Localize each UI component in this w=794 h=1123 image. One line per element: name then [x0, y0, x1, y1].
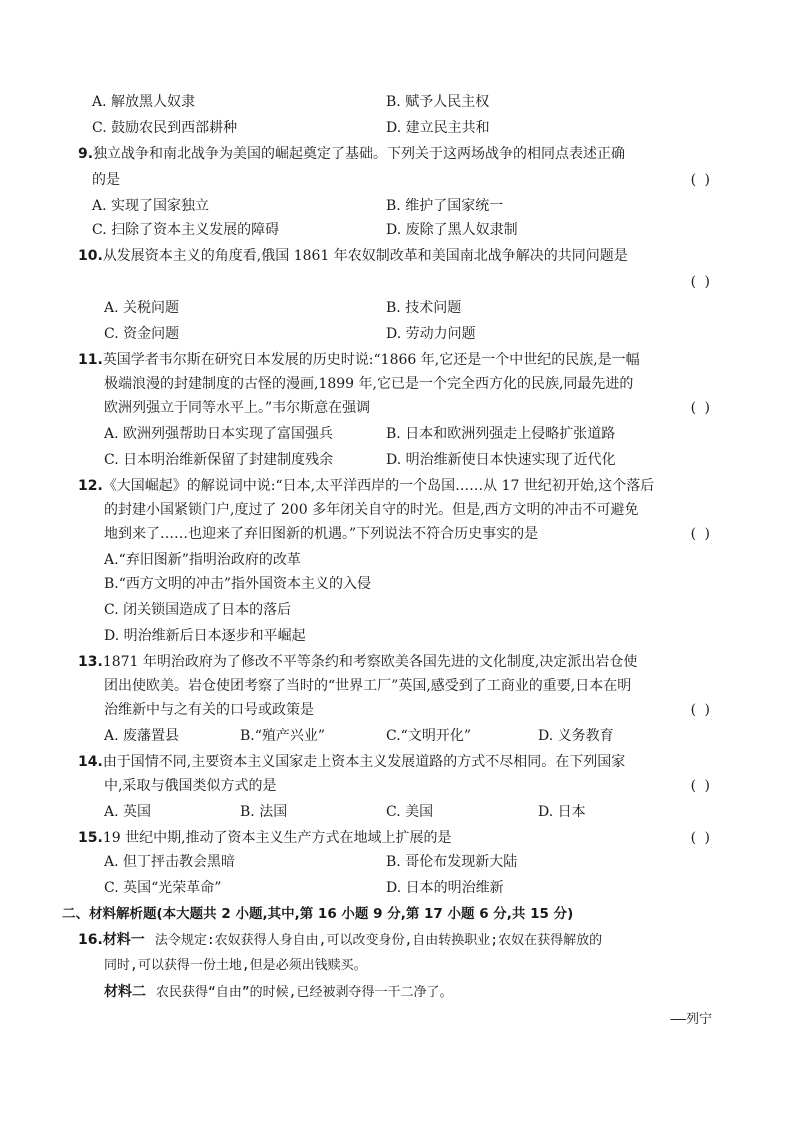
q9-answer-bracket: ( ) [690, 172, 712, 188]
q11-option-a: A. 欧洲列强帮助日本实现了富国强兵 [104, 426, 334, 442]
q12-stem-2: 的封建小国紧锁门户,度过了 200 多年闭关自守的时光。但是,西方文明的冲击不可避免 [104, 502, 639, 518]
q11-stem-2: 极端浪漫的封建制度的古怪的漫画,1899 年,它已是一个完全西方化的民族,同最先进的 [104, 376, 634, 392]
q13-option-b: B.“殖产兴业” [240, 728, 326, 744]
q13-stem-3: 治维新中与之有关的口号或政策是 [104, 702, 314, 718]
q12-stem: 12.《大国崛起》的解说词中说:“日本,太平洋西岸的一个岛国……从 17 世纪初开始,这个落后 [78, 478, 655, 494]
q9-option-c: C. 扫除了资本主义发展的障碍 [92, 222, 280, 238]
q15-answer-bracket: ( ) [690, 830, 712, 846]
section-2-heading: 二、材料解析题(本大题共 2 小题,其中,第 16 小题 9 分,第 17 小题 6 分,共 15 分) [62, 906, 574, 922]
q12-option-d: D. 明治维新后日本逐步和平崛起 [104, 628, 306, 644]
q10-stem: 10.从发展资本主义的角度看,俄国 1861 年农奴制改革和美国南北战争解决的共同问题是 [78, 248, 628, 264]
q14-option-b: B. 法国 [240, 804, 288, 820]
q11-answer-bracket: ( ) [690, 400, 712, 416]
q9-stem: 9.独立战争和南北战争为美国的崛起奠定了基础。下列关于这两场战争的相同点表述正确 [78, 146, 626, 162]
q15-stem: 15.19 世纪中期,推动了资本主义生产方式在地域上扩展的是 [78, 830, 452, 846]
q9-number: 9. [78, 146, 94, 162]
q11-stem-3: 欧洲列强立于同等水平上。”韦尔斯意在强调 [104, 400, 371, 416]
q9-stem-2: 的是 [92, 172, 120, 188]
q10-option-b: B. 技术问题 [386, 300, 462, 316]
q12-option-a: A.“弃旧图新”指明治政府的改革 [104, 552, 301, 568]
q16-number: 16. [78, 932, 103, 948]
q11-stem: 11.英国学者韦尔斯在研究日本发展的历史时说:“1866 年,它还是一个中世纪的民族,是一幅 [78, 352, 640, 368]
q16-material-2-label: 材料二 [104, 984, 146, 1000]
q12-stem-3: 地到来了……也迎来了弃旧图新的机遇。”下列说法不符合历史事实的是 [104, 526, 539, 542]
q16-material-1 [78, 930, 602, 951]
q11-option-d: D. 明治维新使日本快速实现了近代化 [386, 452, 616, 468]
q14-option-c: C. 美国 [386, 804, 434, 820]
q15-number: 15. [78, 830, 103, 846]
q13-option-d: D. 义务教育 [538, 728, 614, 744]
q11-number: 11. [78, 352, 103, 368]
q13-number: 13. [78, 654, 103, 670]
q12-answer-bracket: ( ) [690, 526, 712, 542]
q9-option-a: A. 实现了国家独立 [92, 198, 210, 214]
q10-answer-bracket: ( ) [690, 274, 712, 290]
q12-option-c: C. 闭关锁国造成了日本的落后 [104, 602, 292, 618]
q15-option-d: D. 日本的明治维新 [386, 880, 504, 896]
q16-material-1-label: 材料一 [102, 932, 145, 948]
q14-stem: 14.由于国情不同,主要资本主义国家走上资本主义发展道路的方式不尽相同。在下列国家 [78, 754, 626, 770]
q14-answer-bracket: ( ) [690, 778, 712, 794]
q15-option-a: A. 但丁抨击教会黑暗 [104, 854, 236, 870]
q13-option-c: C.“文明开化” [386, 728, 471, 744]
q14-number: 14. [78, 754, 103, 770]
q12-option-b: B.“西方文明的冲击”指外国资本主义的入侵 [104, 576, 372, 592]
q8-option-c: C. 鼓励农民到西部耕种 [92, 120, 238, 136]
q14-option-a: A. 英国 [104, 804, 152, 820]
q13-answer-bracket: ( ) [690, 702, 712, 718]
q9-option-b: B. 维护了国家统一 [386, 198, 504, 214]
q13-stem-2: 团出使欧美。岩仓使团考察了当时的“世界工厂”英国,感受到了工商业的重要,日本在明 [104, 678, 632, 694]
q12-number: 12. [78, 478, 103, 494]
q8-option-b: B. 赋予人民主权 [386, 94, 490, 110]
q14-option-d: D. 日本 [538, 804, 586, 820]
q16-source: ——列宁 [670, 1012, 712, 1027]
q8-option-d: D. 建立民主共和 [386, 120, 490, 136]
q10-option-c: C. 资金问题 [104, 326, 180, 342]
q16-material-1-text: 法令规定:农奴获得人身自由,可以改变身份,自由转换职业;农奴在获得解放的 [154, 933, 603, 948]
q10-option-a: A. 关税问题 [104, 300, 180, 316]
q11-option-c: C. 日本明治维新保留了封建制度残余 [104, 452, 334, 468]
q10-option-d: D. 劳动力问题 [386, 326, 476, 342]
q16-material-1-text-2: 同时,可以获得一份土地,但是必须出钱赎买。 [104, 958, 367, 973]
q14-stem-2: 中,采取与俄国类似方式的是 [104, 778, 277, 794]
q9-option-d: D. 废除了黑人奴隶制 [386, 222, 518, 238]
q15-option-b: B. 哥伦布发现新大陆 [386, 854, 518, 870]
q15-option-c: C. 英国“光荣革命” [104, 880, 222, 896]
q8-option-a: A. 解放黑人奴隶 [92, 94, 196, 110]
q11-option-b: B. 日本和欧洲列强走上侵略扩张道路 [386, 426, 616, 442]
q13-option-a: A. 废藩置县 [104, 728, 180, 744]
q16-material-2-text: 农民获得“自由”的时候,已经被剥夺得一干二净了。 [156, 985, 453, 1000]
q10-number: 10. [78, 248, 103, 264]
q16-material-2 [104, 982, 452, 1003]
q13-stem: 13.1871 年明治政府为了修改不平等条约和考察欧美各国先进的文化制度,决定派出岩仓使 [78, 654, 638, 670]
